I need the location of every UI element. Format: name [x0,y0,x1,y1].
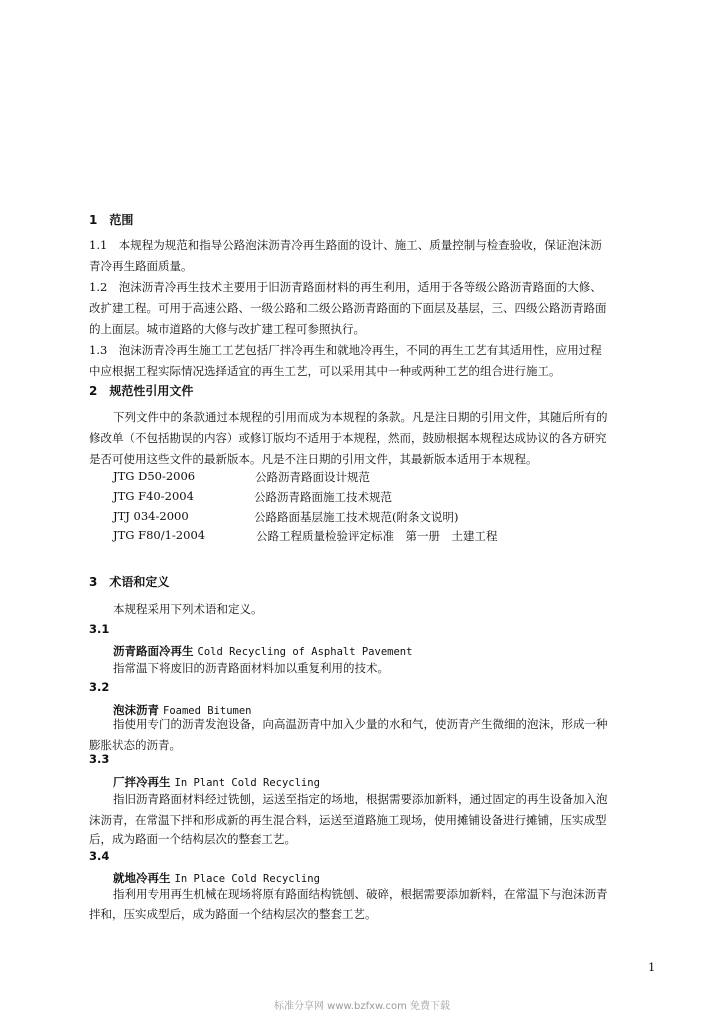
section-1-heading: 1 范围 [89,213,134,227]
ref-title-3: 公路路面基层施工技术规范(附条文说明) [254,510,459,524]
section-2-para-line-1: 下列文件中的条款通过本规程的引用而成为本规程的条款。凡是注日期的引用文件，其随后所有的 [113,410,608,424]
term-3-1-number: 3.1 [89,622,110,636]
ref-title-2: 公路沥青路面施工技术规范 [254,490,392,504]
ref-title-4: 公路工程质量检验评定标准 第一册 土建工程 [256,529,498,543]
term-3-3-def-line-2: 沫沥青，在常温下拌和形成新的再生混合料，运送至道路施工现场，使用摊铺设备进行摊铺，压实成型 [89,813,607,827]
footer-watermark: 标准分享网 www.bzfxw.com 免费下载 [274,1001,450,1012]
section-2-para-line-3: 是否可使用这些文件的最新版本。凡是不注日期的引用文件，其最新版本适用于本规程。 [89,452,538,466]
section-2-heading: 2 规范性引用文件 [89,384,194,398]
ref-code-2: JTG F40-2004 [113,489,194,503]
clause-1-2-line-1: 1.2 泡沫沥青冷再生技术主要用于旧沥青路面材料的再生利用，适用于各等级公路沥青路面的大修、 [89,280,602,294]
section-3-intro: 本规程采用下列术语和定义。 [113,602,263,616]
term-3-1-cn: 沥青路面冷再生 [113,644,194,658]
term-3-1-title [113,640,412,659]
page-number: 1 [648,960,656,974]
term-3-4-def-line-2: 拌和，压实成型后，成为路面一个结构层次的整套工艺。 [89,907,377,921]
term-3-3-en: In Plant Cold Recycling [174,777,320,789]
ref-code-3: JTJ 034-2000 [113,509,189,523]
term-3-3-def-line-3: 后，成为路面一个结构层次的整套工艺。 [89,832,296,846]
ref-code-1: JTG D50-2006 [113,469,196,483]
term-3-4-def-line-1: 指利用专用再生机械在现场将原有路面结构铣刨、破碎，根据需要添加新料，在常温下与泡沫沥青 [113,887,608,901]
term-3-3-title [113,771,320,790]
clause-1-3-line-1: 1.3 泡沫沥青冷再生施工工艺包括厂拌冷再生和就地冷再生，不同的再生工艺有其适用性，应用过程 [89,343,602,357]
term-3-2-en: Foamed Bitumen [163,705,252,717]
ref-code-4: JTG F80/1-2004 [113,528,206,542]
section-2-para-line-2: 修改单（不包括勘误的内容）或修订版均不适用于本规程，然而，鼓励根据本规程达成协议的各方研究 [89,431,607,445]
term-3-2-cn: 泡沫沥青 [113,703,159,717]
term-3-3-number: 3.3 [89,752,110,766]
clause-1-1-line-2: 青冷再生路面质量。 [89,259,193,273]
clause-1-2-line-2: 改扩建工程。可用于高速公路、一级公路和二级公路沥青路面的下面层及基层，三、四级公路沥青路面 [89,301,607,315]
term-3-3-cn: 厂拌冷再生 [113,775,171,789]
term-3-1-en: Cold Recycling of Asphalt Pavement [197,646,413,658]
term-3-4-en: In Place Cold Recycling [174,873,320,885]
clause-1-2-line-3: 的上面层。城市道路的大修与改扩建工程可参照执行。 [89,322,365,336]
term-3-2-number: 3.2 [89,680,110,694]
term-3-4-number: 3.4 [89,849,110,863]
clause-1-1-line-1: 1.1 本规程为规范和指导公路泡沫沥青冷再生路面的设计、施工、质量控制与检查验收，保证泡沫沥 [89,238,602,252]
term-3-1-def-line-1: 指常温下将废旧的沥青路面材料加以重复利用的技术。 [113,661,389,675]
term-3-3-def-line-1: 指旧沥青路面材料经过铣刨，运送至指定的场地，根据需要添加新料，通过固定的再生设备加入泡 [113,792,608,806]
term-3-4-cn: 就地冷再生 [113,871,171,885]
ref-title-1: 公路沥青路面设计规范 [255,470,370,484]
term-3-2-def-line-1: 指使用专门的沥青发泡设备，向高温沥青中加入少量的水和气，使沥青产生微细的泡沫，形成一种 [113,717,608,731]
clause-1-3-line-2: 中应根据工程实际情况选择适宜的再生工艺，可以采用其中一种或两种工艺的组合进行施工。 [89,364,561,378]
term-3-2-def-line-2: 膨胀状态的沥青。 [89,738,181,752]
section-3-heading: 3 术语和定义 [89,575,170,589]
